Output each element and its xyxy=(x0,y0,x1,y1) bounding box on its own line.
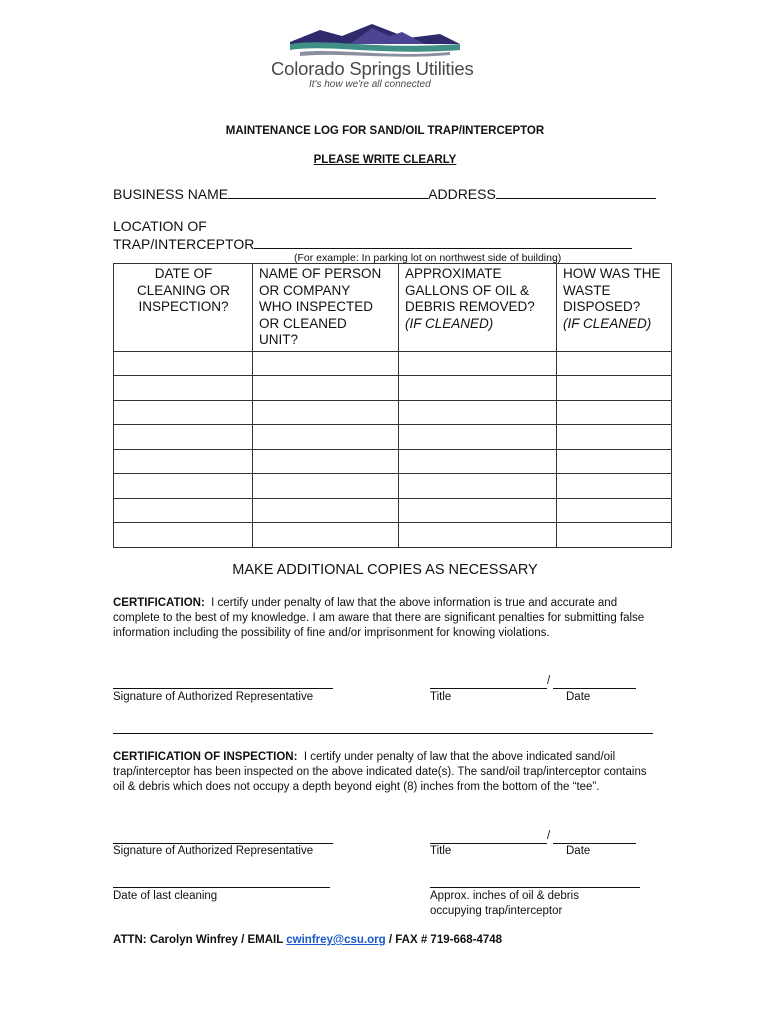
inspection-signature-line[interactable] xyxy=(113,843,333,844)
table-row xyxy=(114,351,672,376)
date-line[interactable] xyxy=(553,688,636,689)
business-name-field[interactable] xyxy=(228,186,428,199)
table-cell[interactable] xyxy=(253,474,399,499)
header-line: OR CLEANED xyxy=(259,315,347,331)
approx-inches-line[interactable] xyxy=(430,887,640,888)
signature-line[interactable] xyxy=(113,688,333,689)
table-cell[interactable] xyxy=(253,425,399,450)
certification-text: I certify under penalty of law that the above information is true and accurate and complete to the best of my knowledge. I am aware that there are significant penalties for submitting false information including the possibility of fine and/or imprisonment for knowing violations. xyxy=(113,597,645,639)
attn-suffix: / FAX # 719-668-4748 xyxy=(385,934,503,946)
company-logo xyxy=(265,22,475,94)
table-cell[interactable] xyxy=(399,523,557,548)
copies-notice: MAKE ADDITIONAL COPIES AS NECESSARY xyxy=(232,562,538,578)
col-person-header xyxy=(253,264,399,352)
header-line: HOW WAS THE xyxy=(563,266,661,281)
table-row xyxy=(114,449,672,474)
table-cell[interactable] xyxy=(399,400,557,425)
table-cell[interactable] xyxy=(114,400,253,425)
header-italic-note: (IF CLEANED) xyxy=(563,315,652,331)
approx-inches-label-1: Approx. inches of oil & debris xyxy=(430,890,579,902)
table-cell[interactable] xyxy=(557,351,672,376)
attn-prefix: ATTN: Carolyn Winfrey / EMAIL xyxy=(113,934,287,946)
table-cell[interactable] xyxy=(114,376,253,401)
table-cell[interactable] xyxy=(253,376,399,401)
table-row xyxy=(114,523,672,548)
last-cleaning-label: Date of last cleaning xyxy=(113,890,218,902)
header-italic-note: (IF CLEANED) xyxy=(405,315,494,331)
header-line: NAME OF PERSON xyxy=(259,266,382,281)
header-line: OR COMPANY xyxy=(259,282,351,298)
table-cell[interactable] xyxy=(557,400,672,425)
date-label: Date xyxy=(566,691,591,703)
inspection-paragraph xyxy=(113,750,658,794)
address-field[interactable] xyxy=(496,186,656,199)
table-cell[interactable] xyxy=(114,474,253,499)
last-cleaning-line[interactable] xyxy=(113,887,330,888)
inspection-text: I certify under penalty of law that the above indicated sand/oil trap/interceptor has been inspected on the above indicated date(s). The sand/oil trap/interceptor contains oil & debris which does not occupy a depth beyond eight (8) inches from the bottom of the “tee”. xyxy=(113,751,647,793)
table-cell[interactable] xyxy=(399,425,557,450)
col-gallons-header xyxy=(399,264,557,352)
location-example: (For example: In parking lot on northwest side of building) xyxy=(294,252,562,264)
table-cell[interactable] xyxy=(557,425,672,450)
header-line: DEBRIS REMOVED? xyxy=(405,299,535,314)
header-line: UNIT? xyxy=(259,332,299,347)
logo-company-name: Colorado Springs Utilities xyxy=(271,58,474,79)
attn-line xyxy=(113,934,502,946)
table-cell[interactable] xyxy=(557,498,672,523)
table-cell[interactable] xyxy=(253,449,399,474)
inspection-title-label: Title xyxy=(430,845,452,857)
header-line: DATE OF xyxy=(154,266,213,281)
table-cell[interactable] xyxy=(399,351,557,376)
location-label-line2: TRAP/INTERCEPTOR xyxy=(113,236,255,252)
business-address-row xyxy=(113,186,656,202)
table-cell[interactable] xyxy=(399,449,557,474)
header-line: WHO INSPECTED xyxy=(259,299,374,314)
table-header-row xyxy=(114,264,672,352)
table-row xyxy=(114,400,672,425)
form-title: MAINTENANCE LOG FOR SAND/OIL TRAP/INTERCEPTOR xyxy=(225,125,545,137)
approx-inches-label-2: occupying trap/interceptor xyxy=(430,905,563,917)
table-cell[interactable] xyxy=(253,400,399,425)
address-label: ADDRESS xyxy=(428,186,496,202)
header-line: CLEANING OR xyxy=(136,282,231,298)
form-subtitle: PLEASE WRITE CLEARLY xyxy=(313,154,457,166)
business-name-label: BUSINESS NAME xyxy=(113,186,229,202)
header-line: WASTE xyxy=(563,282,611,298)
inspection-date-label: Date xyxy=(566,845,591,857)
attn-email-link[interactable]: cwinfrey@csu.org xyxy=(286,934,386,946)
certification-heading: CERTIFICATION: xyxy=(113,597,205,609)
logo-tagline: It's how we're all connected xyxy=(309,79,431,90)
section-divider xyxy=(113,733,653,734)
table-cell[interactable] xyxy=(114,498,253,523)
location-field[interactable] xyxy=(254,236,632,249)
table-cell[interactable] xyxy=(114,351,253,376)
inspection-signature-label: Signature of Authorized Representative xyxy=(113,845,314,857)
header-line: INSPECTION? xyxy=(138,299,229,314)
maintenance-log-table xyxy=(113,263,672,548)
table-cell[interactable] xyxy=(399,474,557,499)
inspection-title-date-slash: / xyxy=(547,830,551,842)
certification-paragraph xyxy=(113,596,658,640)
inspection-heading: CERTIFICATION OF INSPECTION: xyxy=(113,751,298,763)
table-cell[interactable] xyxy=(399,498,557,523)
table-row xyxy=(114,498,672,523)
table-cell[interactable] xyxy=(253,523,399,548)
inspection-title-line[interactable] xyxy=(430,843,547,844)
table-row xyxy=(114,376,672,401)
title-line[interactable] xyxy=(430,688,547,689)
table-cell[interactable] xyxy=(399,376,557,401)
signature-label: Signature of Authorized Representative xyxy=(113,691,314,703)
table-row xyxy=(114,425,672,450)
table-cell[interactable] xyxy=(557,376,672,401)
col-date-header xyxy=(114,264,253,352)
table-cell[interactable] xyxy=(253,498,399,523)
inspection-date-line[interactable] xyxy=(553,843,636,844)
table-cell[interactable] xyxy=(114,425,253,450)
table-cell[interactable] xyxy=(557,523,672,548)
table-cell[interactable] xyxy=(114,449,253,474)
title-date-slash: / xyxy=(547,675,551,687)
table-cell[interactable] xyxy=(253,351,399,376)
table-cell[interactable] xyxy=(557,474,672,499)
table-row xyxy=(114,474,672,499)
location-label-line1: LOCATION OF xyxy=(113,218,207,234)
header-line: APPROXIMATE xyxy=(405,266,502,281)
title-label: Title xyxy=(430,691,452,703)
mountain-logo-icon xyxy=(290,22,460,58)
table-cell[interactable] xyxy=(114,523,253,548)
col-disposal-header xyxy=(557,264,672,352)
location-row xyxy=(113,236,632,252)
header-line: GALLONS OF OIL & xyxy=(405,282,530,298)
table-cell[interactable] xyxy=(557,449,672,474)
header-line: DISPOSED? xyxy=(563,299,641,314)
